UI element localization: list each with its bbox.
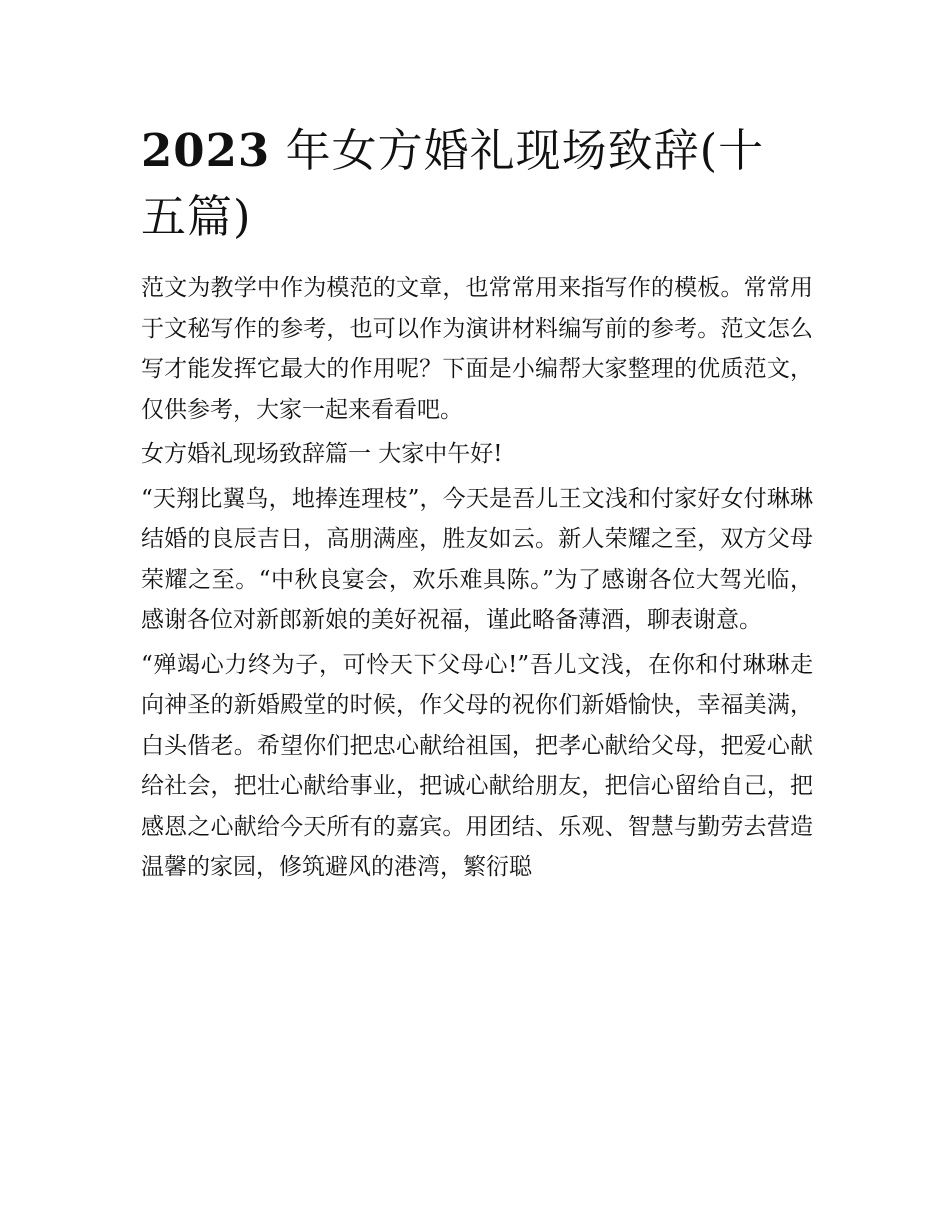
title-text: 年女方婚礼现场致辞(十五篇): [141, 124, 765, 243]
title-year: 2023: [141, 124, 271, 177]
document-title: [141, 118, 781, 250]
section-heading-greeting: 女方婚礼现场致辞篇一 大家中午好!: [141, 441, 503, 467]
document-page: [141, 118, 813, 888]
body-paragraph: “殚竭心力终为子，可怜天下父母心!”吾儿文浅，在你和付琳琳走向神圣的新婚殿堂的时候，作父母的祝你们新婚愉快，幸福美满，白头偕老。希望你们把忠心献给祖国，把孝心献给父母，把爱心献给社会，把壮心献给事业，把诚心献给朋友，把信心留给自己，把感恩之心献给今天所有的嘉宾。用团结、乐观、智慧与勤劳去营造温馨的家园，修筑避风的港湾，繁衍聪: [141, 651, 813, 880]
body-paragraph: “天翔比翼鸟，地捧连理枝”，今天是吾儿王文浅和付家好女付琳琳结婚的良辰吉日，高朋满座，胜友如云。新人荣耀之至，双方父母荣耀之至。“中秋良宴会，欢乐难具陈。”为了感谢各位大驾光临，感谢各位对新郎新娘的美好祝福，谨此略备薄酒，聊表谢意。: [141, 485, 813, 633]
intro-paragraph: 范文为教学中作为模范的文章，也常常用来指写作的模板。常常用于文秘写作的参考，也可以作为演讲材料编写前的参考。范文怎么写才能发挥它最大的作用呢？下面是小编帮大家整理的优质范文，仅供参考，大家一起来看看吧。: [141, 275, 813, 423]
